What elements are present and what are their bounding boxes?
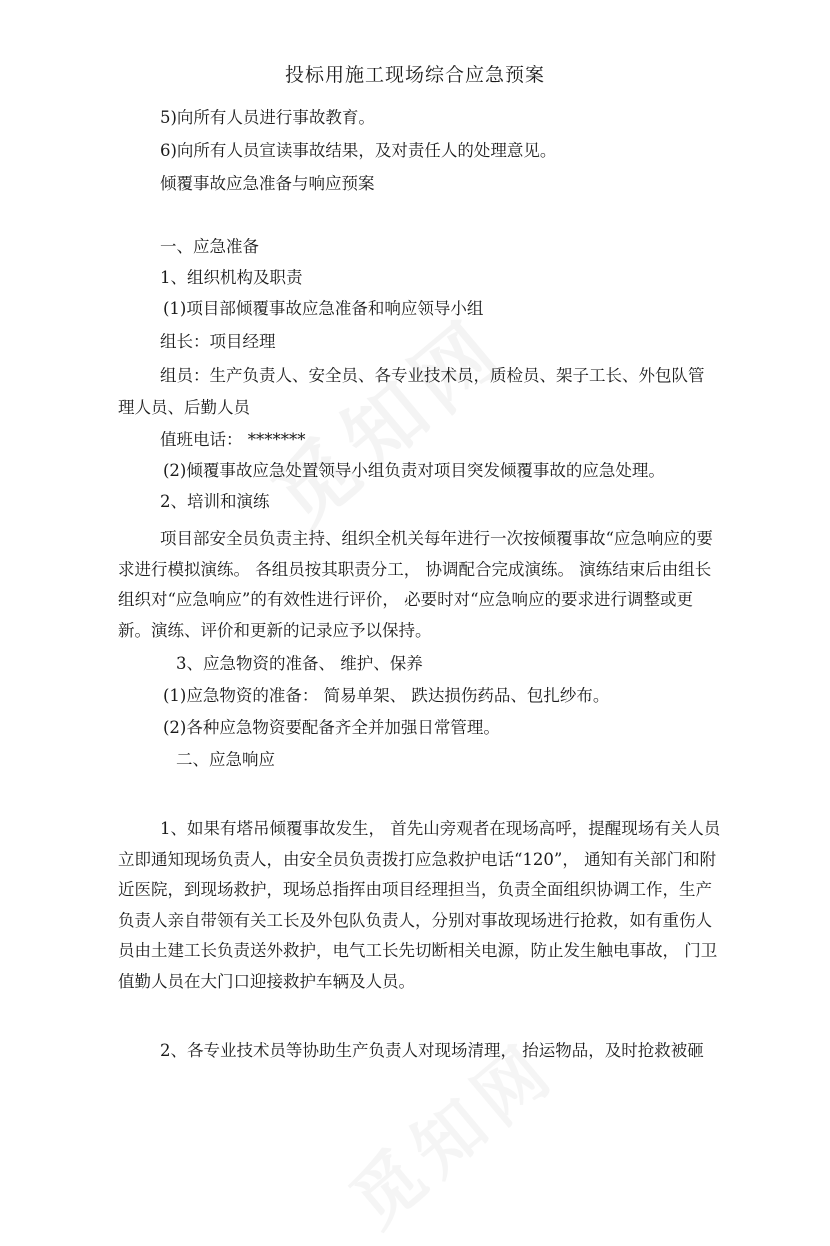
text-line: 值班电话： *******: [160, 430, 306, 449]
subsection-heading: 1、组织机构及职责: [160, 268, 303, 287]
section-heading: 二、应急响应: [176, 750, 275, 769]
subsection-heading: 3、应急物资的准备、 维护、保养: [176, 654, 423, 673]
section-heading: 倾覆事故应急准备与响应预案: [160, 174, 375, 193]
text-line: (2)各种应急物资要配备齐全并加强日常管理。: [163, 718, 500, 737]
paragraph: 1、如果有塔吊倾覆事故发生， 首先山旁观者在现场高呼，提醒现场有关人员立即通知现场负责人，由安全员负责拨打应急救护电话“120”， 通知有关部门和附近医院，到现场救护，现场总指挥由项目经理担当，负责全面组织协调工作，生产负责人亲自带领有关工长及外包队负责人，分别对事故现场进行抢救，如有重伤人员由土建工长负责送外救护，电气工长先切断相关电源，防止发生触电事故， 门卫值勤人员在大门口迎接救护车辆及人员。: [118, 819, 721, 991]
text-line: (1)应急物资的准备： 简易单架、 跌达损伤药品、包扎纱布。: [163, 686, 610, 705]
paragraph: 项目部安全员负责主持、组织全机关每年进行一次按倾覆事故“应急响应的要求进行模拟演练。 各组员按其职责分工， 协调配合完成演练。 演练结束后由组长组织对“应急响应”的有效性进行评价， 必要时对“应急响应的要求进行调整或更新。演练、评价和更新的记录应予以保持。: [118, 529, 713, 640]
text-line: 组长：项目经理: [160, 332, 276, 351]
text-line: 2、各专业技术员等协助生产负责人对现场清理， 抬运物品，及时抢救被砸: [160, 1041, 704, 1060]
text-line: 6)向所有人员宣读事故结果，及对责任人的处理意见。: [160, 141, 557, 160]
watermark: [245, 287, 526, 549]
text-line: 5)向所有人员进行事故教育。: [160, 108, 375, 127]
text-line: (1)项目部倾覆事故应急准备和响应领导小组: [163, 299, 484, 318]
subsection-heading: 2、培训和演练: [160, 492, 270, 511]
section-heading: 一、应急准备: [160, 237, 259, 256]
text-line: 组员：生产负责人、安全员、各专业技术员，质检员、架子工长、外包队管: [160, 366, 705, 385]
document-title: 投标用施工现场综合应急预案: [284, 64, 545, 86]
text-line: (2)倾覆事故应急处置领导小组负责对项目突发倾覆事故的应急处理。: [163, 461, 665, 480]
text-line: 理人员、后勤人员: [118, 398, 250, 417]
